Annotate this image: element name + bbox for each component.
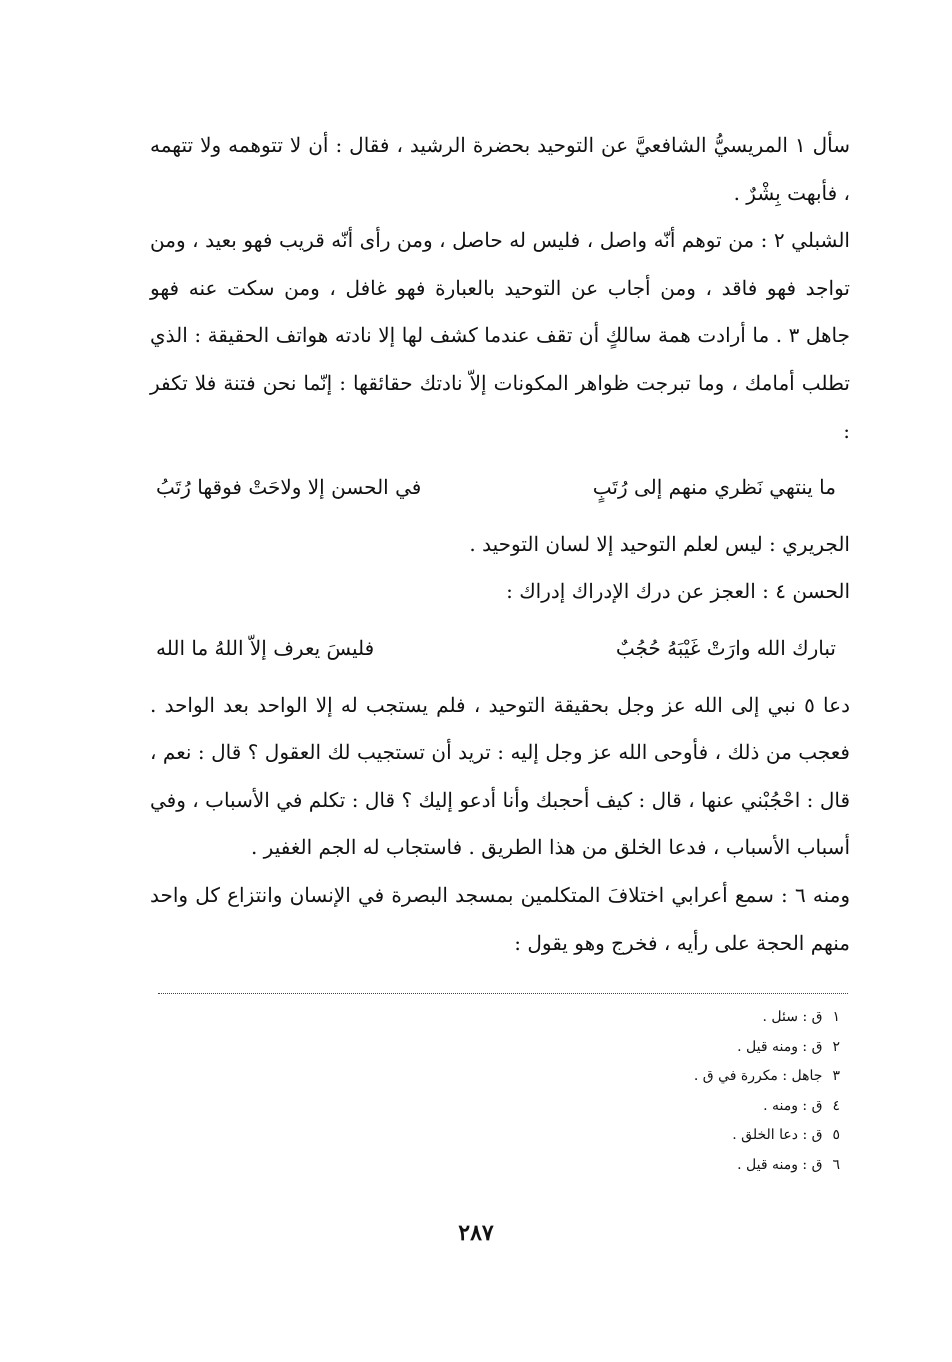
paragraph-3: الجريري : ليس لعلم التوحيد إلا لسان التوحيد . bbox=[469, 531, 850, 556]
verse-1-second-hemistich: في الحسن إلا ولاحَتْ فوقها رُتَبُ bbox=[156, 475, 422, 500]
footnote-number: ٢ bbox=[832, 1038, 840, 1055]
verse-2-first-hemistich: تبارك الله وارَتْ غَيْبَهُ حُجُبٌ bbox=[615, 635, 836, 660]
verse-2-second-hemistich: فليسَ يعرف إلاّ اللهُ ما الله bbox=[156, 635, 375, 660]
footnote bbox=[560, 1033, 840, 1063]
footnote-number: ٦ bbox=[832, 1156, 840, 1173]
footnote-number: ٣ bbox=[832, 1068, 840, 1084]
footnote bbox=[560, 1092, 840, 1122]
footnote bbox=[560, 1003, 840, 1033]
paragraph-6: ومنه ٦ : سمع أعرابي اختلافَ المتكلمين بمسجد البصرة في الإنسان وانتزاع كل واحد منهم الحجة على رأيه ، فخرج وهو يقول : bbox=[150, 882, 850, 955]
verse-1 bbox=[150, 464, 850, 512]
paragraph-1: سأل ١ المريسيُّ الشافعيَّ عن التوحيد بحضرة الرشيد ، فقال : أن لا تتوهمه ولا تتهمه ، فأبهت بِشْرٌ . bbox=[150, 133, 850, 205]
footnote-text: ق : ومنه . bbox=[763, 1097, 823, 1114]
verse-2 bbox=[150, 625, 850, 673]
main-text bbox=[150, 122, 850, 967]
footnote-number: ١ bbox=[832, 1009, 840, 1025]
footnote-text: ق : ومنه قيل . bbox=[737, 1038, 823, 1055]
footnote bbox=[560, 1151, 840, 1181]
footnote-text: جاهل : مكررة في ق . bbox=[693, 1068, 823, 1084]
paragraph-2: الشبلي ٢ : من توهم أنّه واصل ، فليس له حاصل ، ومن رأى أنّه قريب فهو بعيد ، ومن تواجد فهو فاقد ، ومن أجاب عن التوحيد بالعبارة فهو غافل ، ومن سكت عنه فهو جاهل ٣ . ما أرادت همة سالكٍ أن تقف عندما كشف لها إلا نادته هواتف الحقيقة : الذي تطلب أمامك ، وما تبرجت ظواهر المكونات إلاّ نادتك حقائقها : إنّما نحن فتنة فلا تكفر : bbox=[150, 228, 850, 443]
footnote bbox=[560, 1121, 840, 1151]
footnote-text: ق : سئل . bbox=[762, 1009, 823, 1025]
footnote-number: ٥ bbox=[832, 1127, 840, 1143]
paragraph-4: الحسن ٤ : العجز عن درك الإدراك إدراك : bbox=[506, 579, 850, 604]
paragraph-5: دعا ٥ نبي إلى الله عز وجل بحقيقة التوحيد ، فلم يستجب له إلا الواحد بعد الواحد . فعجب من ذلك ، فأوحى الله عز وجل إليه : تريد أن تستجيب لك العقول ؟ قال : نعم ، قال : احْجُبْني عنها ، قال : كيف أحجبك وأنا أدعو إليك ؟ قال : تكلم في الأسباب ، وفي أسباب الأسباب ، فدعا الخلق من هذا الطريق . فاستجاب له الجم الغفير . bbox=[150, 692, 850, 860]
footnotes bbox=[560, 1003, 840, 1180]
footnote-number: ٤ bbox=[832, 1097, 840, 1114]
footnote-separator bbox=[158, 993, 848, 994]
footnote-text: ق : ومنه قيل . bbox=[737, 1156, 823, 1173]
page-number: ٢٨٧ bbox=[458, 1220, 494, 1246]
verse-1-first-hemistich: ما ينتهي نَظري منهم إلى رُتَبٍ bbox=[592, 475, 836, 500]
footnote bbox=[560, 1062, 840, 1092]
footnote-text: ق : دعا الخلق . bbox=[732, 1127, 823, 1143]
